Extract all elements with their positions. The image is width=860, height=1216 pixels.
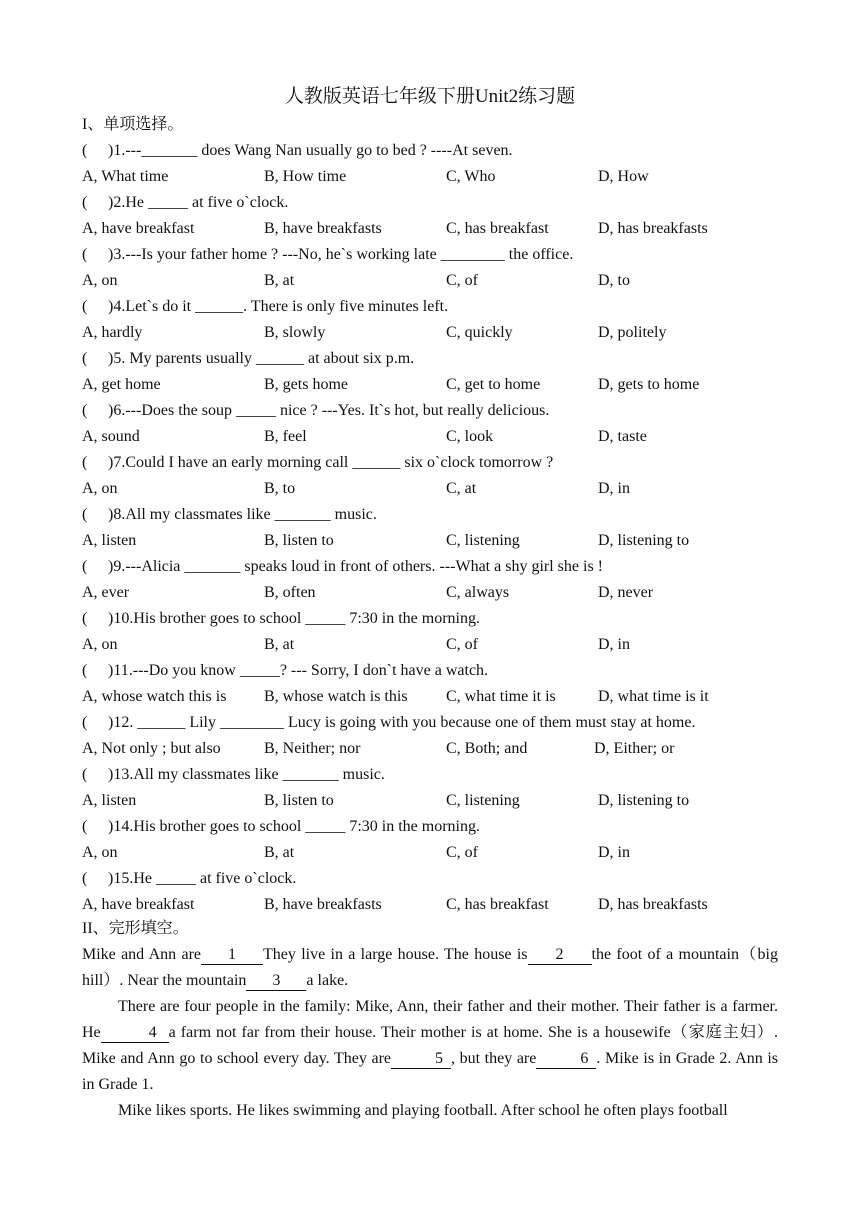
cloze-blank-5[interactable]: 5 <box>391 1050 451 1069</box>
question-blank: _____ <box>235 402 276 419</box>
question-stem <box>82 504 782 526</box>
cloze-blank-1[interactable]: 1 <box>201 946 263 965</box>
option-b[interactable]: B, listen to <box>264 532 334 549</box>
option-b[interactable]: B, slowly <box>264 324 326 341</box>
question-number: )3. <box>108 246 126 263</box>
question-blank: _______ <box>184 558 241 575</box>
option-c[interactable]: C, at <box>446 480 477 497</box>
option-d[interactable]: D, in <box>598 636 630 653</box>
question-stem <box>82 712 782 734</box>
option-c[interactable]: C, quickly <box>446 324 513 341</box>
answer-bracket[interactable]: ( <box>82 766 88 783</box>
option-a[interactable]: A, have breakfast <box>82 896 195 913</box>
answer-bracket[interactable]: ( <box>82 350 88 367</box>
question-number: )9. <box>108 558 126 575</box>
option-d[interactable]: D, How <box>598 168 649 185</box>
option-c[interactable]: C, what time it is <box>446 688 556 705</box>
question-blank: _______ <box>274 506 331 523</box>
option-a[interactable]: A, What time <box>82 168 169 185</box>
option-b[interactable]: B, have breakfasts <box>264 896 382 913</box>
question-stem <box>82 348 782 370</box>
question-text: 7:30 in the morning. <box>345 610 480 627</box>
cloze-paragraph-3: Mike likes sports. He likes swimming and playing football. After school he often plays football <box>118 1102 728 1119</box>
option-a[interactable]: A, Not only ; but also <box>82 740 221 757</box>
question-text: six o`clock tomorrow ? <box>400 454 554 471</box>
question-number: )2. <box>108 194 126 211</box>
cloze-paragraph-1: Mike and Ann are 1 They live in a large house. The house is 2 the foot of a mountain（big hill）. Near the mountain 3 a lake. <box>82 946 779 989</box>
cloze-blank-2[interactable]: 2 <box>528 946 592 965</box>
question-text: Lily ________ Lucy is going with you because one of them must stay at home. <box>185 714 696 731</box>
option-b[interactable]: B, to <box>264 480 296 497</box>
answer-bracket[interactable]: ( <box>82 818 88 835</box>
option-d[interactable]: D, Either; or <box>594 740 675 757</box>
question-text: My parents usually <box>125 350 256 367</box>
option-d[interactable]: D, politely <box>598 324 667 341</box>
option-c[interactable]: C, listening <box>446 792 520 809</box>
option-a[interactable]: A, get home <box>82 376 161 393</box>
answer-bracket[interactable]: ( <box>82 454 88 471</box>
question-text: All my classmates like <box>125 506 275 523</box>
question-stem <box>82 192 782 214</box>
option-c[interactable]: C, has breakfast <box>446 896 549 913</box>
option-a[interactable]: A, ever <box>82 584 130 601</box>
option-d[interactable]: D, in <box>598 480 630 497</box>
question-stem <box>82 244 782 266</box>
question-text: does Wang Nan usually go to bed ? ----At seven. <box>197 142 513 159</box>
option-a[interactable]: A, whose watch this is <box>82 688 227 705</box>
option-a[interactable]: A, on <box>82 480 118 497</box>
answer-bracket[interactable]: ( <box>82 662 88 679</box>
question-blank: ______ <box>195 298 244 315</box>
option-b[interactable]: B, whose watch is this <box>264 688 408 705</box>
option-b[interactable]: B, at <box>264 636 295 653</box>
question-stem <box>82 608 782 630</box>
cloze-paragraph-2: There are four people in the family: Mike, Ann, their father and their mother. Their father is a farmer. He 4 a farm not far from their house. Their mother is at home. She is a housewife（家庭主妇）. Mike and Ann go to school every day. They are 5 , but they are 6 . Mike is in Grade 2. Ann is in Grade 1. <box>82 998 778 1093</box>
option-d[interactable]: D, never <box>598 584 654 601</box>
option-a[interactable]: A, on <box>82 272 118 289</box>
option-a[interactable]: A, hardly <box>82 324 143 341</box>
question-text: Could I have an early morning call <box>125 454 353 471</box>
option-a[interactable]: A, sound <box>82 428 140 445</box>
question-text: at about six p.m. <box>303 350 415 367</box>
question-text: ---Do you know <box>132 662 240 679</box>
option-d[interactable]: D, to <box>598 272 630 289</box>
option-c[interactable]: C, get to home <box>446 376 541 393</box>
question-blank: ______ <box>255 350 304 367</box>
question-number: )10. <box>108 610 134 627</box>
question-blank: _______ <box>141 142 198 159</box>
option-c[interactable]: C, Both; and <box>446 740 528 757</box>
option-b[interactable]: B, often <box>264 584 316 601</box>
question-number: )14. <box>108 818 134 835</box>
question-text: All my classmates like <box>133 766 283 783</box>
option-c[interactable]: C, has breakfast <box>446 220 549 237</box>
question-number: )8. <box>108 506 126 523</box>
question-text: His brother goes to school <box>133 818 306 835</box>
option-b[interactable]: B, at <box>264 272 295 289</box>
question-number: )15. <box>108 870 134 887</box>
option-a[interactable]: A, on <box>82 844 118 861</box>
question-blank: _____ <box>155 870 196 887</box>
question-stem <box>82 868 782 890</box>
section-heading-cloze: II、完形填空。 <box>82 920 189 937</box>
answer-bracket[interactable]: ( <box>82 506 88 523</box>
question-number: )11. <box>108 662 133 679</box>
option-a[interactable]: A, listen <box>82 792 137 809</box>
question-blank: _____ <box>305 610 346 627</box>
question-text: . There is only five minutes left. <box>243 298 449 315</box>
option-b[interactable]: B, at <box>264 844 295 861</box>
option-d[interactable]: D, gets to home <box>598 376 700 393</box>
question-text: He <box>133 870 156 887</box>
question-text: ---Does the soup <box>125 402 236 419</box>
option-d[interactable]: D, has breakfasts <box>598 896 708 913</box>
option-d[interactable]: D, in <box>598 844 630 861</box>
option-c[interactable]: C, of <box>446 844 478 861</box>
question-blank: _______ <box>282 766 339 783</box>
option-c[interactable]: C, always <box>446 584 510 601</box>
option-c[interactable]: C, look <box>446 428 494 445</box>
question-stem <box>82 140 782 162</box>
question-number: )1. <box>108 142 126 159</box>
question-text: --- <box>125 142 142 159</box>
option-b[interactable]: B, have breakfasts <box>264 220 382 237</box>
option-a[interactable]: A, listen <box>82 532 137 549</box>
answer-bracket[interactable]: ( <box>82 714 88 731</box>
cloze-blank-4[interactable]: 4 <box>101 1024 169 1043</box>
question-number: )13. <box>108 766 134 783</box>
question-stem <box>82 452 782 474</box>
option-b[interactable]: B, feel <box>264 428 307 445</box>
question-text: music. <box>338 766 385 783</box>
question-number: )5. <box>108 350 126 367</box>
question-text: His brother goes to school <box>133 610 306 627</box>
option-b[interactable]: B, gets home <box>264 376 348 393</box>
question-blank: _____ <box>305 818 346 835</box>
question-number: )7. <box>108 454 126 471</box>
question-stem <box>82 816 782 838</box>
question-stem <box>82 400 782 422</box>
question-text: 7:30 in the morning. <box>345 818 480 835</box>
answer-bracket[interactable]: ( <box>82 870 88 887</box>
question-text: music. <box>330 506 377 523</box>
answer-bracket[interactable]: ( <box>82 298 88 315</box>
option-b[interactable]: B, listen to <box>264 792 334 809</box>
question-text: at five o`clock. <box>187 194 289 211</box>
option-b[interactable]: B, How time <box>264 168 347 185</box>
question-blank: ______ <box>352 454 401 471</box>
option-c[interactable]: C, Who <box>446 168 496 185</box>
cloze-blank-3[interactable]: 3 <box>246 972 306 991</box>
answer-bracket[interactable]: ( <box>82 610 88 627</box>
option-d[interactable]: D, what time is it <box>598 688 709 705</box>
option-d[interactable]: D, taste <box>598 428 647 445</box>
question-blank: _____ <box>147 194 188 211</box>
question-stem <box>82 660 782 682</box>
question-text: ---Alicia <box>125 558 185 575</box>
option-c[interactable]: C, listening <box>446 532 520 549</box>
question-number: )12. <box>108 714 134 731</box>
answer-bracket[interactable]: ( <box>82 142 88 159</box>
question-stem <box>82 296 782 318</box>
option-a[interactable]: A, on <box>82 636 118 653</box>
question-text: the office. <box>504 246 574 263</box>
question-number: )6. <box>108 402 126 419</box>
cloze-blank-6[interactable]: 6 <box>536 1050 596 1069</box>
question-text: nice ? ---Yes. It`s hot, but really delicious. <box>275 402 550 419</box>
question-text: ---Is your father home ? ---No, he`s working late <box>125 246 441 263</box>
question-number: )4. <box>108 298 126 315</box>
answer-bracket[interactable]: ( <box>82 402 88 419</box>
option-d[interactable]: D, listening to <box>598 792 690 809</box>
question-text: speaks loud in front of others. ---What a shy girl she is ! <box>240 558 603 575</box>
question-blank: _____ <box>239 662 280 679</box>
option-b[interactable]: B, Neither; nor <box>264 740 361 757</box>
answer-bracket[interactable]: ( <box>82 558 88 575</box>
answer-bracket[interactable]: ( <box>82 246 88 263</box>
question-blank: ________ <box>440 246 505 263</box>
section-heading-choice: I、单项选择。 <box>82 116 184 133</box>
page-title: 人教版英语七年级下册Unit2练习题 <box>284 86 576 107</box>
question-text: at five o`clock. <box>195 870 297 887</box>
question-text: He <box>125 194 148 211</box>
question-stem <box>82 764 782 786</box>
question-blank: ______ <box>137 714 186 731</box>
option-c[interactable]: C, of <box>446 272 478 289</box>
option-a[interactable]: A, have breakfast <box>82 220 195 237</box>
answer-bracket[interactable]: ( <box>82 194 88 211</box>
option-d[interactable]: D, has breakfasts <box>598 220 708 237</box>
question-text: ? --- Sorry, I don`t have a watch. <box>279 662 489 679</box>
question-stem <box>82 556 782 578</box>
option-c[interactable]: C, of <box>446 636 478 653</box>
option-d[interactable]: D, listening to <box>598 532 690 549</box>
question-text: Let`s do it <box>125 298 196 315</box>
